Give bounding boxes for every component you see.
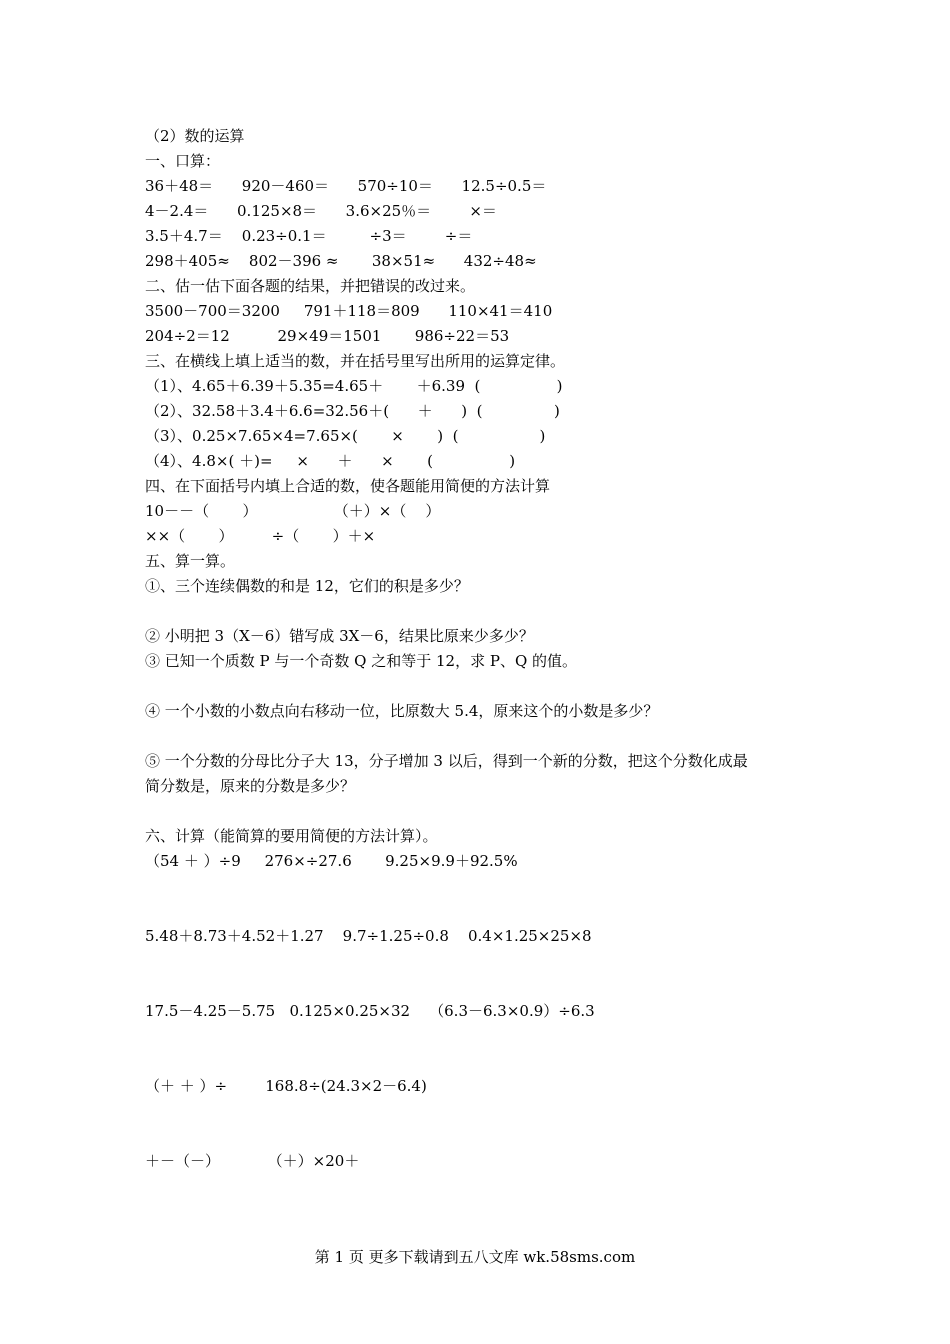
- problem-line: （3）、0.25×7.65×4=7.65×( × ) ( ): [145, 427, 546, 445]
- heading-brackets: 四、在下面括号内填上合适的数，使各题能用简便的方法计算: [145, 477, 551, 495]
- page-footer: 第 1 页 更多下载请到五八文库 wk.58sms.com: [314, 1248, 636, 1266]
- word-problem-continued: 简分数是，原来的分数是多少？: [145, 777, 356, 795]
- word-problem: ② 小明把 3（X－6）错写成 3X－6，结果比原来少多少？: [145, 627, 534, 645]
- problem-line: 298＋405≈ 802－396 ≈ 38×51≈ 432÷48≈: [145, 252, 537, 270]
- heading-calculate: 五、算一算。: [145, 552, 236, 570]
- problem-line: 5.48＋8.73＋4.52＋1.27 9.7÷1.25÷0.8 0.4×1.25×25×8: [145, 927, 592, 945]
- problem-line: 4－2.4＝ 0.125×8＝ 3.6×25％＝ ×＝: [145, 202, 497, 220]
- heading-compute: 六、计算（能简算的要用简便的方法计算）。: [145, 827, 438, 845]
- section-title: （2）数的运算: [145, 127, 245, 145]
- problem-line: （1）、4.65＋6.39＋5.35=4.65＋ ＋6.39 ( ): [145, 377, 563, 395]
- problem-line: （4）、4.8×( ＋)= × ＋ × ( ): [145, 452, 516, 470]
- word-problem: ①、三个连续偶数的和是 12，它们的积是多少？: [145, 577, 469, 595]
- problem-line: 3500－700＝3200 791＋118＝809 110×41＝410: [145, 302, 553, 320]
- word-problem: ③ 已知一个质数 P 与一个奇数 Q 之和等于 12，求 P、Q 的值。: [145, 652, 578, 670]
- heading-estimate: 二、估一估下面各题的结果，并把错误的改过来。: [145, 277, 476, 295]
- problem-line: 36＋48＝ 920－460＝ 570÷10＝ 12.5÷0.5＝: [145, 177, 547, 195]
- word-problem: ⑤ 一个分数的分母比分子大 13，分子增加 3 以后，得到一个新的分数，把这个分数化成最: [145, 752, 748, 770]
- problem-line: 17.5－4.25－5.75 0.125×0.25×32 （6.3－6.3×0.9）÷6.3: [145, 1002, 595, 1020]
- problem-line: 204÷2＝12 29×49＝1501 986÷22＝53: [145, 327, 510, 345]
- heading-fill-blanks: 三、在横线上填上适当的数，并在括号里写出所用的运算定律。: [145, 352, 566, 370]
- problem-line: ××（ ） ÷（ ）＋×: [145, 527, 376, 545]
- problem-line: 3.5＋4.7＝ 0.23÷0.1＝ ÷3＝ ÷＝: [145, 227, 473, 245]
- problem-line: （＋ ＋ ）÷ 168.8÷(24.3×2－6.4): [145, 1077, 427, 1095]
- problem-line: ＋－（－） （＋）×20＋: [145, 1152, 360, 1170]
- problem-line: （54 ＋ ）÷9 276×÷27.6 9.25×9.9＋92.5%: [145, 852, 518, 870]
- word-problem: ④ 一个小数的小数点向右移动一位，比原数大 5.4，原来这个的小数是多少？: [145, 702, 659, 720]
- problem-line: （2）、32.58＋3.4＋6.6=32.56＋( ＋ ) ( ): [145, 402, 560, 420]
- problem-line: 10－－（ ） （＋）×（ ）: [145, 502, 441, 520]
- heading-oral-calc: 一、口算：: [145, 152, 221, 170]
